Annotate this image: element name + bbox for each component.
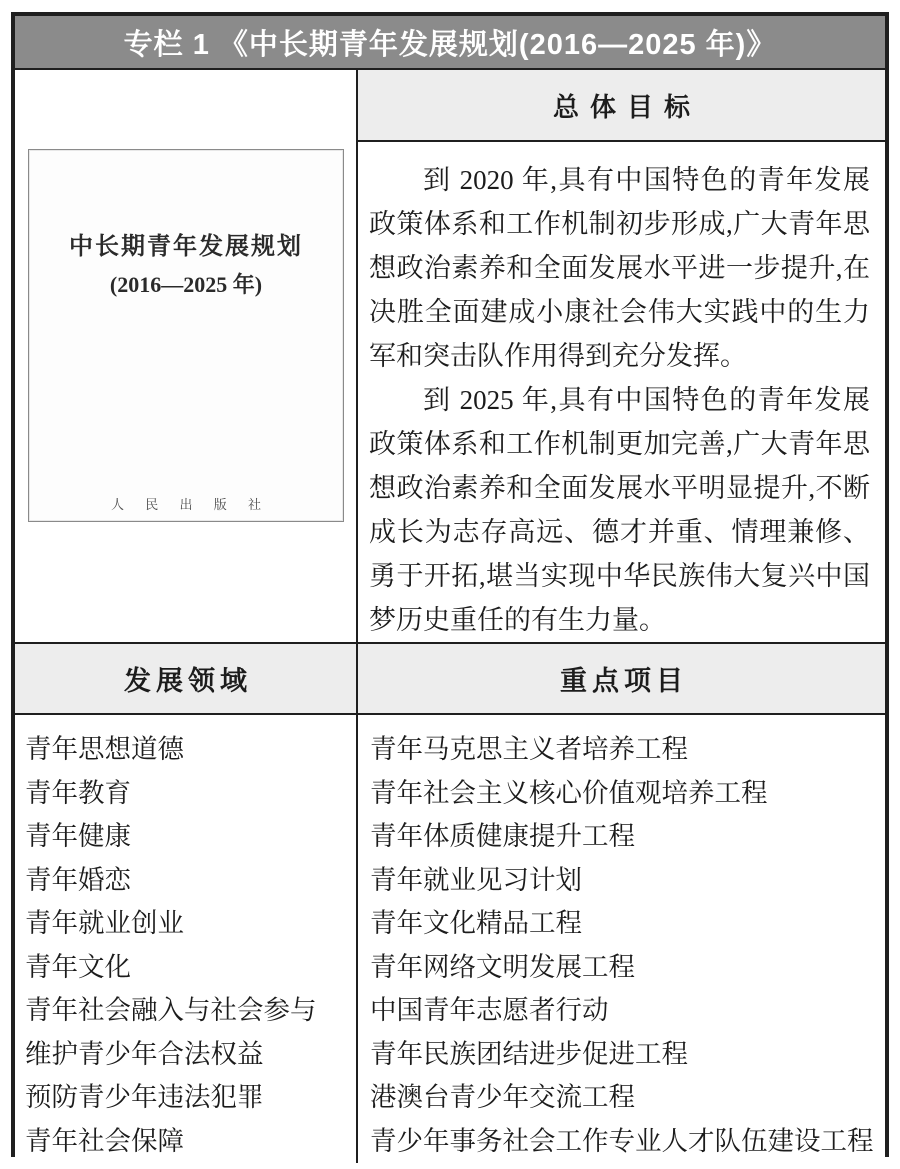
projects-list xyxy=(370,728,885,1163)
column-header-areas: 发展领域 xyxy=(15,644,358,713)
column-header-projects: 重点项目 xyxy=(560,666,688,696)
book-publisher: 人 民 出 版 社 xyxy=(110,497,270,512)
goals-body xyxy=(358,142,885,642)
book-cell xyxy=(15,70,358,642)
book-cover xyxy=(28,149,344,522)
panel-frame xyxy=(11,12,889,1157)
list-item: 青年文化精品工程 xyxy=(370,908,582,938)
list-item: 青年就业创业 xyxy=(25,908,184,938)
book-title-line2: (2016—2025 年) xyxy=(109,272,263,297)
goals-heading: 总体目标 xyxy=(358,70,885,142)
goals-paragraph-2: 到 2025 年,具有中国特色的青年发展政策体系和工作机制更加完善,广大青年思想政治素养和全面发展水平明显提升,不断成长为志存高远、德才并重、情理兼修、勇于开拓,堪当实现中华民族伟大复兴中国梦历史重任的有生力量。 xyxy=(369,385,870,635)
list-item: 青年民族团结进步促进工程 xyxy=(370,1038,688,1069)
list-item: 中国青年志愿者行动 xyxy=(370,995,609,1025)
goals-paragraph-1: 到 2020 年,具有中国特色的青年发展政策体系和工作机制初步形成,广大青年思想政治素养和全面发展水平进一步提升,在决胜全面建成小康社会伟大实践中的生力军和突击队作用得到充分发挥。 xyxy=(369,165,870,371)
list-item: 港澳台青少年交流工程 xyxy=(370,1082,635,1112)
list-item: 预防青少年违法犯罪 xyxy=(25,1082,264,1112)
top-section xyxy=(15,70,885,644)
panel-title-bar xyxy=(15,16,885,70)
lists-section xyxy=(15,715,885,1163)
list-item: 青年社会融入与社会参与 xyxy=(25,995,317,1025)
list-item: 青年马克思主义者培养工程 xyxy=(370,734,688,764)
areas-list-cell xyxy=(15,715,358,1163)
list-item: 青年体质健康提升工程 xyxy=(370,821,635,851)
list-item: 青年教育 xyxy=(25,777,131,808)
list-item: 青年婚恋 xyxy=(25,864,131,895)
list-item: 青少年事务社会工作专业人才队伍建设工程 xyxy=(370,1125,874,1156)
goals-cell xyxy=(358,70,885,642)
list-item: 维护青少年合法权益 xyxy=(25,1038,264,1069)
list-item: 青年健康 xyxy=(25,821,131,851)
projects-list-cell xyxy=(358,715,885,1163)
list-item: 青年就业见习计划 xyxy=(370,864,582,895)
list-item: 青年文化 xyxy=(25,951,131,982)
list-item: 青年网络文明发展工程 xyxy=(370,951,635,982)
list-item: 青年思想道德 xyxy=(25,734,184,764)
list-item: 青年社会保障 xyxy=(25,1125,184,1156)
areas-list xyxy=(25,728,356,1163)
column-header-band xyxy=(15,644,885,715)
list-item: 青年社会主义核心价值观培养工程 xyxy=(370,777,768,808)
panel-title: 专栏 1 《中长期青年发展规划(2016—2025 年)》 xyxy=(123,28,777,61)
book-title-line1: 中长期青年发展规划 xyxy=(69,234,303,260)
